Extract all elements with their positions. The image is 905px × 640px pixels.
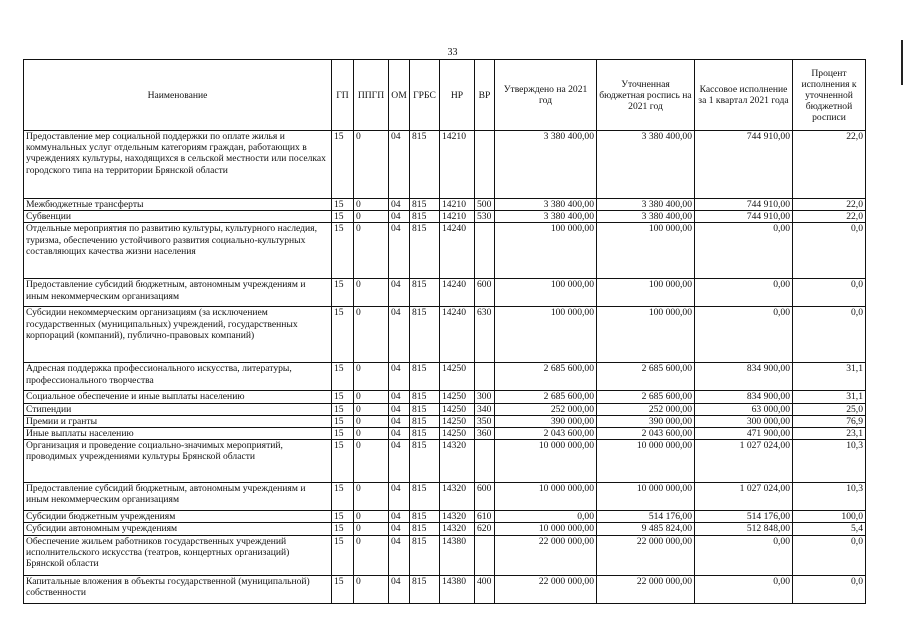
cell-adjusted: 2 685 600,00	[597, 363, 695, 391]
cell-om: 04	[389, 403, 410, 415]
cell-om: 04	[389, 483, 410, 511]
table-row	[24, 363, 866, 391]
cell-om: 04	[389, 511, 410, 523]
cell-percent: 22,0	[793, 199, 866, 211]
header-gp: ГП	[332, 60, 354, 131]
cell-gp: 15	[332, 307, 354, 363]
cell-om: 04	[389, 363, 410, 391]
header-adjusted: Уточненная бюджетная роспись на 2021 год	[597, 60, 695, 131]
cell-ppgp: 0	[354, 523, 389, 535]
cell-vr	[475, 363, 495, 391]
cell-executed: 512 848,00	[695, 523, 793, 535]
cell-nr: 14240	[440, 279, 475, 307]
cell-om: 04	[389, 428, 410, 440]
cell-approved: 390 000,00	[495, 415, 597, 427]
table-row	[24, 575, 866, 603]
cell-grbs: 815	[410, 391, 440, 403]
cell-ppgp: 0	[354, 211, 389, 223]
cell-grbs: 815	[410, 403, 440, 415]
cell-grbs: 815	[410, 440, 440, 483]
cell-name: Предоставление мер социальной поддержки по оплате жилья и коммунальных услуг отдельным категориям граждан, работающих в учреждениях культуры, находящихся в сельской местности или поселках городского типа на территории Брянской области	[24, 131, 332, 199]
cell-gp: 15	[332, 535, 354, 575]
cell-vr: 300	[475, 391, 495, 403]
budget-table	[23, 59, 866, 604]
cell-om: 04	[389, 415, 410, 427]
header-percent: Процент исполнения к уточненной бюджетной росписи	[793, 60, 866, 131]
table-row	[24, 131, 866, 199]
table-row	[24, 307, 866, 363]
cell-percent: 5,4	[793, 523, 866, 535]
cell-ppgp: 0	[354, 199, 389, 211]
cell-vr: 630	[475, 307, 495, 363]
cell-ppgp: 0	[354, 403, 389, 415]
cell-approved: 3 380 400,00	[495, 131, 597, 199]
cell-ppgp: 0	[354, 428, 389, 440]
cell-grbs: 815	[410, 428, 440, 440]
table-row	[24, 223, 866, 279]
cell-vr: 350	[475, 415, 495, 427]
cell-adjusted: 3 380 400,00	[597, 211, 695, 223]
cell-nr: 14320	[440, 483, 475, 511]
cell-approved: 100 000,00	[495, 279, 597, 307]
cell-om: 04	[389, 523, 410, 535]
cell-name: Иные выплаты населению	[24, 428, 332, 440]
cell-ppgp: 0	[354, 279, 389, 307]
cell-percent: 10,3	[793, 440, 866, 483]
cell-nr: 14250	[440, 415, 475, 427]
header-vr: ВР	[475, 60, 495, 131]
header-ppgp: ППГП	[354, 60, 389, 131]
table-row	[24, 511, 866, 523]
cell-gp: 15	[332, 391, 354, 403]
cell-grbs: 815	[410, 523, 440, 535]
cell-executed: 0,00	[695, 307, 793, 363]
cell-ppgp: 0	[354, 391, 389, 403]
table-row	[24, 440, 866, 483]
cell-executed: 744 910,00	[695, 211, 793, 223]
cell-nr: 14240	[440, 223, 475, 279]
cell-gp: 15	[332, 223, 354, 279]
cell-executed: 744 910,00	[695, 199, 793, 211]
cell-executed: 744 910,00	[695, 131, 793, 199]
header-grbs: ГРБС	[410, 60, 440, 131]
cell-executed: 834 900,00	[695, 391, 793, 403]
cell-percent: 100,0	[793, 511, 866, 523]
cell-gp: 15	[332, 523, 354, 535]
cell-gp: 15	[332, 363, 354, 391]
cell-ppgp: 0	[354, 511, 389, 523]
cell-name: Отдельные мероприятия по развитию культуры, культурного наследия, туризма, обеспечению устойчивого развития социально-культурных составляющих качества жизни населения	[24, 223, 332, 279]
cell-adjusted: 10 000 000,00	[597, 483, 695, 511]
cell-percent: 22,0	[793, 131, 866, 199]
cell-vr: 400	[475, 575, 495, 603]
cell-executed: 0,00	[695, 535, 793, 575]
cell-percent: 25,0	[793, 403, 866, 415]
cell-adjusted: 514 176,00	[597, 511, 695, 523]
cell-grbs: 815	[410, 131, 440, 199]
cell-name: Предоставление субсидий бюджетным, автономным учреждениям и иным некоммерческим организациям	[24, 483, 332, 511]
cell-vr: 600	[475, 483, 495, 511]
cell-ppgp: 0	[354, 440, 389, 483]
cell-gp: 15	[332, 403, 354, 415]
cell-name: Адресная поддержка профессионального искусства, литературы, профессионального творчества	[24, 363, 332, 391]
cell-approved: 3 380 400,00	[495, 199, 597, 211]
cell-nr: 14210	[440, 211, 475, 223]
cell-gp: 15	[332, 511, 354, 523]
cell-adjusted: 22 000 000,00	[597, 535, 695, 575]
cell-gp: 15	[332, 575, 354, 603]
cell-name: Субсидии автономным учреждениям	[24, 523, 332, 535]
cell-grbs: 815	[410, 211, 440, 223]
cell-approved: 100 000,00	[495, 307, 597, 363]
page-number: 33	[447, 47, 458, 58]
cell-executed: 63 000,00	[695, 403, 793, 415]
cell-om: 04	[389, 440, 410, 483]
cell-ppgp: 0	[354, 483, 389, 511]
cell-grbs: 815	[410, 279, 440, 307]
cell-nr: 14320	[440, 440, 475, 483]
cell-approved: 22 000 000,00	[495, 535, 597, 575]
cell-nr: 14380	[440, 535, 475, 575]
cell-vr	[475, 440, 495, 483]
cell-executed: 514 176,00	[695, 511, 793, 523]
header-name: Наименование	[24, 60, 332, 131]
table-header-row	[24, 60, 866, 131]
cell-percent: 10,3	[793, 483, 866, 511]
cell-grbs: 815	[410, 363, 440, 391]
cell-vr	[475, 131, 495, 199]
table-row	[24, 428, 866, 440]
cell-grbs: 815	[410, 535, 440, 575]
cell-approved: 10 000 000,00	[495, 440, 597, 483]
table-row	[24, 415, 866, 427]
cell-name: Предоставление субсидий бюджетным, автономным учреждениям и иным некоммерческим организациям	[24, 279, 332, 307]
cell-approved: 2 685 600,00	[495, 391, 597, 403]
cell-executed: 471 900,00	[695, 428, 793, 440]
cell-grbs: 815	[410, 199, 440, 211]
cell-vr: 600	[475, 279, 495, 307]
cell-executed: 300 000,00	[695, 415, 793, 427]
cell-approved: 10 000 000,00	[495, 483, 597, 511]
cell-grbs: 815	[410, 483, 440, 511]
cell-nr: 14250	[440, 403, 475, 415]
cell-ppgp: 0	[354, 131, 389, 199]
cell-vr: 620	[475, 523, 495, 535]
cell-vr: 610	[475, 511, 495, 523]
table-row	[24, 523, 866, 535]
header-nr: НР	[440, 60, 475, 131]
cell-grbs: 815	[410, 415, 440, 427]
cell-ppgp: 0	[354, 535, 389, 575]
cell-gp: 15	[332, 440, 354, 483]
cell-executed: 0,00	[695, 575, 793, 603]
cell-gp: 15	[332, 211, 354, 223]
cell-adjusted: 2 043 600,00	[597, 428, 695, 440]
table-row	[24, 403, 866, 415]
header-approved: Утверждено на 2021 год	[495, 60, 597, 131]
cell-ppgp: 0	[354, 575, 389, 603]
cell-adjusted: 252 000,00	[597, 403, 695, 415]
cell-adjusted: 100 000,00	[597, 223, 695, 279]
cell-vr: 340	[475, 403, 495, 415]
cell-nr: 14380	[440, 575, 475, 603]
cell-om: 04	[389, 223, 410, 279]
cell-adjusted: 100 000,00	[597, 307, 695, 363]
cell-ppgp: 0	[354, 307, 389, 363]
cell-grbs: 815	[410, 511, 440, 523]
cell-adjusted: 22 000 000,00	[597, 575, 695, 603]
cell-nr: 14320	[440, 511, 475, 523]
cell-name: Субсидии некоммерческим организациям (за исключением государственных (муниципальных) учреждений, государственных корпораций (компаний), публично-правовых компаний)	[24, 307, 332, 363]
table-row	[24, 391, 866, 403]
cell-om: 04	[389, 307, 410, 363]
cell-approved: 10 000 000,00	[495, 523, 597, 535]
cell-grbs: 815	[410, 307, 440, 363]
cell-percent: 31,1	[793, 391, 866, 403]
cell-vr: 360	[475, 428, 495, 440]
cell-executed: 1 027 024,00	[695, 483, 793, 511]
table-row	[24, 199, 866, 211]
cell-nr: 14320	[440, 523, 475, 535]
cell-name: Обеспечение жильем работников государственных учреждений исполнительского искусства (театров, концертных организаций) Брянской области	[24, 535, 332, 575]
cell-gp: 15	[332, 415, 354, 427]
cell-approved: 252 000,00	[495, 403, 597, 415]
cell-gp: 15	[332, 131, 354, 199]
cell-vr	[475, 223, 495, 279]
cell-approved: 0,00	[495, 511, 597, 523]
cell-percent: 31,1	[793, 363, 866, 391]
cell-grbs: 815	[410, 575, 440, 603]
cell-om: 04	[389, 279, 410, 307]
cell-name: Организация и проведение социально-значимых мероприятий, проводимых учреждениями культуры Брянской области	[24, 440, 332, 483]
cell-adjusted: 10 000 000,00	[597, 440, 695, 483]
cell-approved: 3 380 400,00	[495, 211, 597, 223]
cell-approved: 100 000,00	[495, 223, 597, 279]
cell-gp: 15	[332, 483, 354, 511]
cell-name: Субвенции	[24, 211, 332, 223]
cell-nr: 14210	[440, 131, 475, 199]
scan-edge-mark	[901, 40, 903, 85]
table-row	[24, 535, 866, 575]
cell-approved: 22 000 000,00	[495, 575, 597, 603]
cell-percent: 76,9	[793, 415, 866, 427]
cell-name: Премии и гранты	[24, 415, 332, 427]
cell-name: Межбюджетные трансферты	[24, 199, 332, 211]
cell-om: 04	[389, 391, 410, 403]
cell-adjusted: 390 000,00	[597, 415, 695, 427]
cell-percent: 0,0	[793, 535, 866, 575]
cell-name: Капитальные вложения в объекты государственной (муниципальной) собственности	[24, 575, 332, 603]
cell-executed: 1 027 024,00	[695, 440, 793, 483]
cell-grbs: 815	[410, 223, 440, 279]
cell-om: 04	[389, 535, 410, 575]
cell-ppgp: 0	[354, 415, 389, 427]
cell-adjusted: 3 380 400,00	[597, 199, 695, 211]
cell-vr: 530	[475, 211, 495, 223]
cell-om: 04	[389, 199, 410, 211]
cell-adjusted: 9 485 824,00	[597, 523, 695, 535]
cell-executed: 0,00	[695, 223, 793, 279]
cell-om: 04	[389, 575, 410, 603]
cell-name: Социальное обеспечение и иные выплаты населению	[24, 391, 332, 403]
cell-gp: 15	[332, 428, 354, 440]
cell-nr: 14250	[440, 363, 475, 391]
cell-nr: 14250	[440, 428, 475, 440]
table-row	[24, 483, 866, 511]
cell-ppgp: 0	[354, 223, 389, 279]
cell-executed: 0,00	[695, 279, 793, 307]
header-om: ОМ	[389, 60, 410, 131]
cell-adjusted: 100 000,00	[597, 279, 695, 307]
cell-ppgp: 0	[354, 363, 389, 391]
cell-gp: 15	[332, 199, 354, 211]
cell-name: Стипендии	[24, 403, 332, 415]
cell-om: 04	[389, 211, 410, 223]
cell-percent: 22,0	[793, 211, 866, 223]
cell-adjusted: 3 380 400,00	[597, 131, 695, 199]
cell-percent: 0,0	[793, 307, 866, 363]
cell-name: Субсидии бюджетным учреждениям	[24, 511, 332, 523]
cell-executed: 834 900,00	[695, 363, 793, 391]
cell-adjusted: 2 685 600,00	[597, 391, 695, 403]
cell-nr: 14240	[440, 307, 475, 363]
cell-percent: 23,1	[793, 428, 866, 440]
cell-percent: 0,0	[793, 223, 866, 279]
cell-nr: 14250	[440, 391, 475, 403]
cell-percent: 0,0	[793, 575, 866, 603]
header-executed: Кассовое исполнение за 1 квартал 2021 года	[695, 60, 793, 131]
cell-approved: 2 685 600,00	[495, 363, 597, 391]
cell-percent: 0,0	[793, 279, 866, 307]
cell-om: 04	[389, 131, 410, 199]
cell-gp: 15	[332, 279, 354, 307]
table-row	[24, 211, 866, 223]
cell-vr	[475, 535, 495, 575]
table-row	[24, 279, 866, 307]
cell-nr: 14210	[440, 199, 475, 211]
cell-approved: 2 043 600,00	[495, 428, 597, 440]
cell-vr: 500	[475, 199, 495, 211]
